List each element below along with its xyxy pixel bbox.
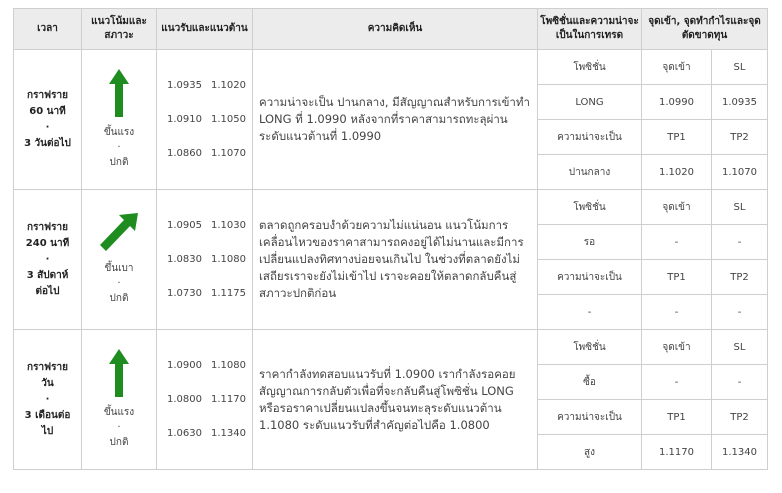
time-line: · (45, 393, 50, 405)
opinion-text: ราคากำลังทดสอบแนวรับที่ 1.0900 เรากำลังรอคอยสัญญาณการกลับตัวเพื่อที่จะกลับคืนสู่โพซิชั่น LONG หรือรอราคาเปลี่ยนแปลงขึ้นจนทะลุระดับแนวต้าน 1.1080 ระดับแนวรับที่สำคัญต่อไปคือ 1.0800 (253, 330, 538, 470)
time-line: กราฟราย (27, 89, 68, 101)
tp2-value: 1.1340 (712, 435, 768, 470)
table-row (14, 330, 768, 365)
probability-label: ความน่าจะเป็น (538, 260, 642, 295)
position-value: ซื้อ (538, 365, 642, 400)
position-label: โพซิชั่น (538, 50, 642, 85)
sl-label: SL (712, 50, 768, 85)
trend-strength: ขึ้นแรง (103, 407, 135, 418)
level-pair (167, 209, 252, 243)
arrow-up-icon (82, 349, 156, 397)
trend-strength: ขึ้นแรง (103, 127, 135, 138)
time-line: 3 สัปดาห์ (26, 269, 69, 281)
table-row (14, 50, 768, 85)
probability-label: ความน่าจะเป็น (538, 120, 642, 155)
position-value: รอ (538, 225, 642, 260)
level-pair (167, 383, 252, 417)
header-trend: แนวโน้มและสภาวะ (82, 9, 157, 50)
sl-value: 1.0935 (712, 85, 768, 120)
sl-value: - (712, 365, 768, 400)
table-row (14, 190, 768, 225)
tp2-value: 1.1070 (712, 155, 768, 190)
resistance-level: 1.1170 (211, 393, 246, 405)
support-level: 1.0730 (167, 287, 202, 299)
support-level: 1.0800 (167, 393, 202, 405)
entry-value: - (642, 225, 712, 260)
probability-value: ปานกลาง (538, 155, 642, 190)
time-line: 240 นาที (25, 237, 70, 249)
time-line: กราฟราย (27, 361, 68, 373)
time-line: · (45, 121, 50, 133)
resistance-level: 1.1340 (211, 427, 246, 439)
resistance-level: 1.1020 (211, 79, 246, 91)
arrow-up-right-icon (82, 213, 156, 253)
sl-label: SL (712, 330, 768, 365)
trend-cell (82, 50, 157, 190)
timeframe-cell (14, 330, 82, 470)
time-line: · (45, 253, 50, 265)
trend-cell (82, 330, 157, 470)
time-line: 3 เดือนต่อ (24, 409, 71, 421)
time-line: กราฟราย (27, 221, 68, 233)
level-pair (167, 277, 252, 311)
entry-label: จุดเข้า (642, 330, 712, 365)
trend-cell (82, 190, 157, 330)
position-value: LONG (538, 85, 642, 120)
tp2-value: - (712, 295, 768, 330)
sl-label: SL (712, 190, 768, 225)
trend-strength: ขึ้นเบา (104, 263, 134, 274)
resistance-level: 1.1080 (211, 253, 246, 265)
probability-value: สูง (538, 435, 642, 470)
trend-separator: · (117, 278, 121, 289)
forecast-table (13, 8, 768, 470)
levels-cell (157, 50, 253, 190)
trend-separator: · (117, 422, 121, 433)
arrow-up-icon (82, 69, 156, 117)
position-label: โพซิชั่น (538, 190, 642, 225)
entry-label: จุดเข้า (642, 50, 712, 85)
timeframe-cell (14, 50, 82, 190)
level-pair (167, 349, 252, 383)
header-time: เวลา (14, 9, 82, 50)
time-line: 3 วันต่อไป (24, 137, 71, 149)
levels-cell (157, 190, 253, 330)
header-row (14, 9, 768, 50)
level-pair (167, 137, 252, 171)
support-level: 1.0830 (167, 253, 202, 265)
resistance-level: 1.1080 (211, 359, 246, 371)
tp1-value: 1.1170 (642, 435, 712, 470)
support-level: 1.0900 (167, 359, 202, 371)
support-level: 1.0935 (167, 79, 202, 91)
entry-value: - (642, 365, 712, 400)
header-position: โพซิชั่นและความน่าจะเป็นในการเทรด (538, 9, 642, 50)
opinion-text: ตลาดถูกครอบงำด้วยความไม่แน่นอน แนวโน้มการเคลื่อนไหวของราคาสามารถคงอยู่ได้ไม่นานและมีการเปลี่ยนแปลงทิศทางบ่อยจนเกินไป ในช่วงที่ตลาดยังไม่เสถียรเราจะยังไม่เข้าไป เราจะคอยให้ตลาดกลับคืนสู่สภาวะปกติก่อน (253, 190, 538, 330)
time-line: 60 นาที (29, 105, 66, 117)
resistance-level: 1.1030 (211, 219, 246, 231)
entry-label: จุดเข้า (642, 190, 712, 225)
time-line: ไป (41, 425, 54, 437)
support-level: 1.0630 (167, 427, 202, 439)
resistance-level: 1.1050 (211, 113, 246, 125)
tp2-label: TP2 (712, 260, 768, 295)
trend-separator: · (117, 142, 121, 153)
level-pair (167, 243, 252, 277)
tp1-label: TP1 (642, 120, 712, 155)
opinion-text: ความน่าจะเป็น ปานกลาง, มีสัญญาณสำหรับการเข้าทำ LONG ที่ 1.0990 หลังจากที่ราคาสามารถทะลุผ่านระดับแนวต้านที่ 1.0990 (253, 50, 538, 190)
support-level: 1.0905 (167, 219, 202, 231)
trend-state: ปกติ (109, 157, 129, 168)
timeframe-cell (14, 190, 82, 330)
header-opinion: ความคิดเห็น (253, 9, 538, 50)
levels-cell (157, 330, 253, 470)
trend-state: ปกติ (109, 437, 129, 448)
time-line: ต่อไป (35, 285, 60, 297)
trend-state: ปกติ (109, 293, 129, 304)
entry-value: 1.0990 (642, 85, 712, 120)
time-line: วัน (41, 377, 54, 389)
support-level: 1.0860 (167, 147, 202, 159)
tp1-value: 1.1020 (642, 155, 712, 190)
level-pair (167, 417, 252, 451)
resistance-level: 1.1175 (211, 287, 246, 299)
header-entry-tp-sl: จุดเข้า, จุดทำกำไรและจุดตัดขาดทุน (642, 9, 768, 50)
tp1-label: TP1 (642, 400, 712, 435)
level-pair (167, 103, 252, 137)
probability-value: - (538, 295, 642, 330)
tp2-label: TP2 (712, 400, 768, 435)
tp2-label: TP2 (712, 120, 768, 155)
resistance-level: 1.1070 (211, 147, 246, 159)
tp1-value: - (642, 295, 712, 330)
sl-value: - (712, 225, 768, 260)
probability-label: ความน่าจะเป็น (538, 400, 642, 435)
header-support-resistance: แนวรับและแนวต้าน (157, 9, 253, 50)
level-pair (167, 69, 252, 103)
tp1-label: TP1 (642, 260, 712, 295)
support-level: 1.0910 (167, 113, 202, 125)
position-label: โพซิชั่น (538, 330, 642, 365)
